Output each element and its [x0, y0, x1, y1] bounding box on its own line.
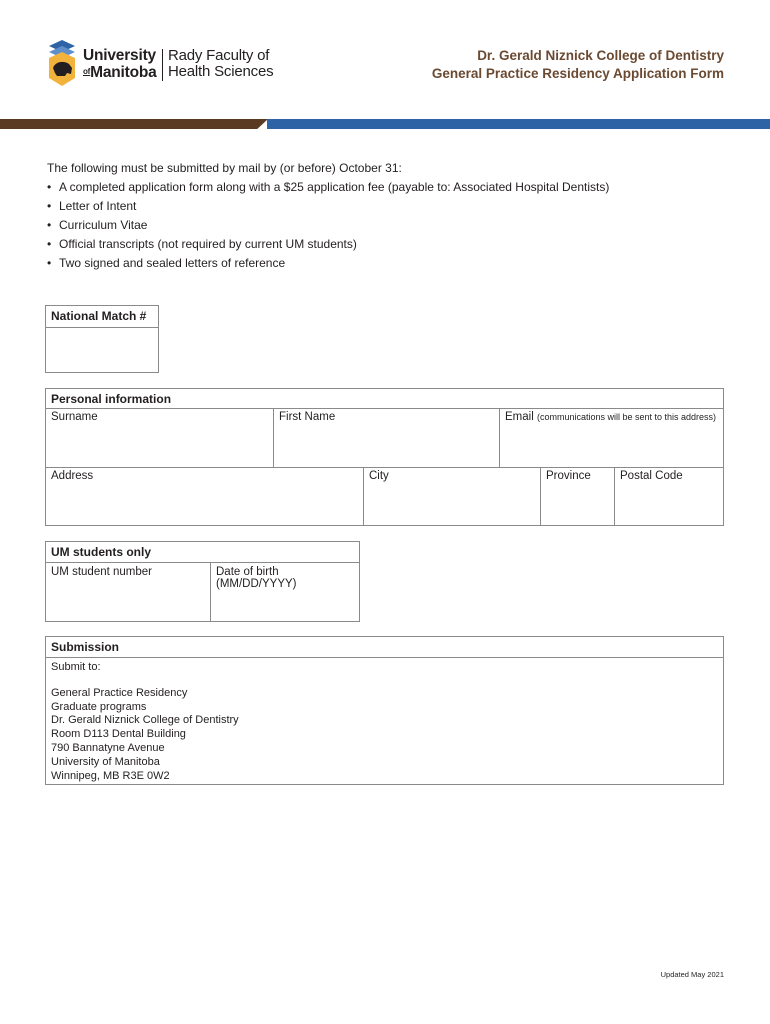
- requirements-list: [47, 178, 609, 273]
- province-field[interactable]: [540, 467, 614, 525]
- form-title: General Practice Residency Application Form: [431, 66, 724, 81]
- address-line: University of Manitoba: [51, 755, 160, 768]
- submission-section: [45, 636, 724, 785]
- address-label: Address: [51, 470, 94, 482]
- submission-requirements: [47, 159, 609, 273]
- national-match-box: [45, 305, 159, 373]
- um-students-section: [45, 541, 360, 622]
- university-logo: [47, 38, 277, 90]
- date-of-birth-field[interactable]: [210, 563, 359, 621]
- national-match-label: National Match #: [46, 306, 158, 328]
- address-field[interactable]: [46, 467, 363, 525]
- email-label-text: Email: [505, 411, 534, 423]
- personal-information-section: [45, 388, 724, 526]
- address-line: Graduate programs: [51, 700, 147, 713]
- email-field[interactable]: [499, 408, 724, 467]
- requirement-item: • Letter of Intent: [47, 197, 609, 216]
- national-match-field[interactable]: [46, 328, 158, 372]
- logo-manitoba: Manitoba: [90, 64, 157, 81]
- logo-of: of: [83, 67, 91, 76]
- address-line: Winnipeg, MB R3E 0W2: [51, 769, 170, 782]
- first-name-field[interactable]: [273, 408, 499, 467]
- um-student-number-field[interactable]: [46, 563, 210, 621]
- requirement-item: • Official transcripts (not required by current UM students): [47, 235, 609, 254]
- logo-faculty: [168, 48, 273, 80]
- um-students-heading: UM students only: [46, 542, 359, 563]
- logo-faculty-line2: Health Sciences: [168, 63, 274, 80]
- surname-field[interactable]: [46, 408, 273, 467]
- postal-code-label: Postal Code: [620, 470, 683, 482]
- personal-information-heading: Personal information: [51, 392, 172, 406]
- postal-code-field[interactable]: [614, 467, 724, 525]
- college-name: Dr. Gerald Niznick College of Dentistry: [477, 48, 724, 63]
- city-field[interactable]: [363, 467, 540, 525]
- submission-heading: Submission: [46, 637, 723, 658]
- logo-faculty-line1: Rady Faculty of: [168, 47, 270, 64]
- blue-band: [267, 119, 770, 129]
- requirement-item: • A completed application form along with a $25 application fee (payable to: Associated Hospital Dentists): [47, 178, 609, 197]
- logo-wordmark: [83, 48, 157, 81]
- bison-shield-icon: [47, 38, 77, 88]
- address-line: 790 Bannatyne Avenue: [51, 741, 165, 754]
- updated-date: Updated May 2021: [660, 970, 724, 979]
- email-label: [500, 408, 724, 426]
- requirement-item: • Curriculum Vitae: [47, 216, 609, 235]
- logo-divider: [162, 49, 163, 81]
- mailing-address: [51, 687, 718, 784]
- submit-to-label: Submit to:: [51, 661, 101, 673]
- um-student-number-label: UM student number: [51, 566, 152, 578]
- email-note: (communications will be sent to this address): [536, 412, 717, 422]
- requirements-lead: The following must be submitted by mail by (or before) October 31:: [47, 161, 402, 175]
- form-heading: [432, 47, 724, 83]
- address-line: General Practice Residency: [51, 686, 188, 699]
- surname-label: Surname: [51, 411, 98, 423]
- brown-band: [0, 119, 268, 129]
- address-line: Room D113 Dental Building: [51, 728, 186, 741]
- city-label: City: [369, 470, 389, 482]
- date-of-birth-label: Date of birth (MM/DD/YYYY): [216, 566, 297, 590]
- logo-university: University: [83, 47, 156, 64]
- first-name-label: First Name: [279, 411, 336, 423]
- submission-details: [46, 658, 723, 786]
- province-label: Province: [546, 470, 591, 482]
- address-line: Dr. Gerald Niznick College of Dentistry: [51, 714, 239, 727]
- requirement-item: • Two signed and sealed letters of reference: [47, 254, 609, 273]
